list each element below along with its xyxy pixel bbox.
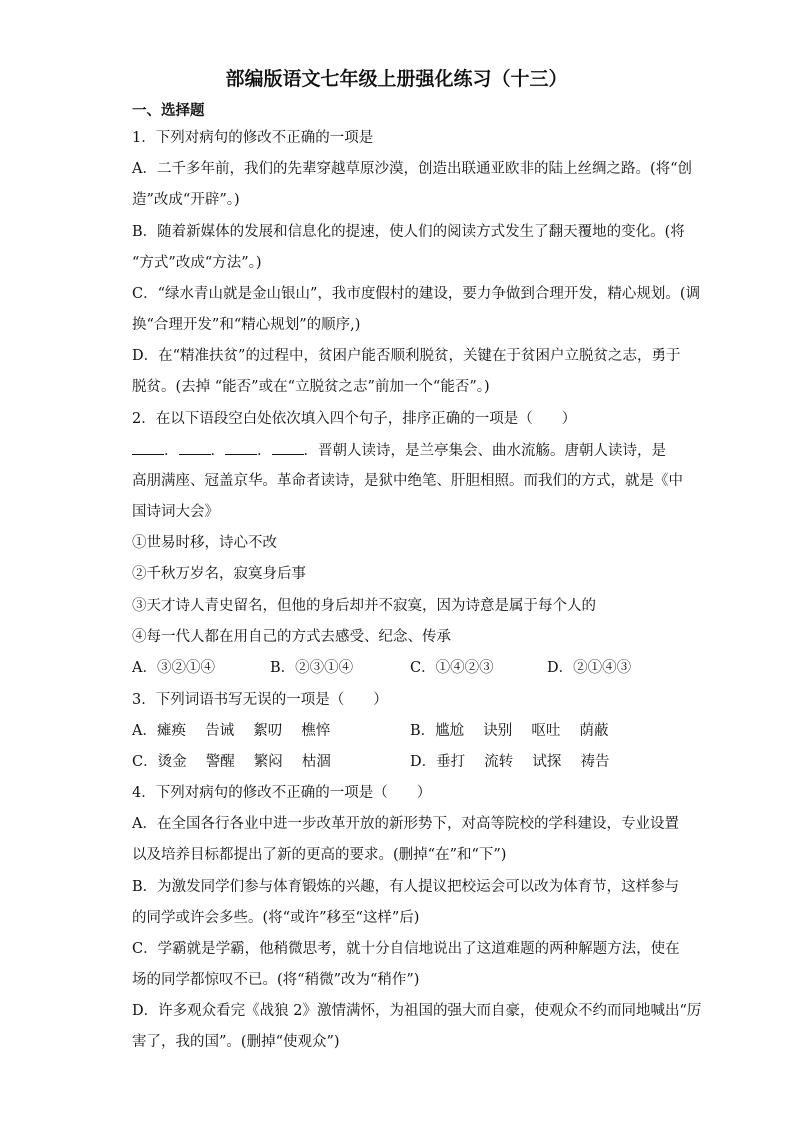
q1-option-c-line2: 换“合理开发”和“精心规划”的顺序,)	[132, 317, 361, 333]
q4-option-a-line1: A．在全国各行各业中进一步改革开放的新形势下，对高等院校的学科建设，专业设置	[132, 816, 679, 832]
q2-option-d[interactable]: D．②①④③	[547, 660, 632, 676]
q2-passage-line3: 国诗词大会》	[132, 504, 219, 520]
fill-blank-2[interactable]	[179, 440, 211, 455]
q2-passage-line1: ． ． ． ．晋朝人读诗，是兰亭集会、曲水流觞。唐朝人读诗，是	[132, 440, 666, 461]
q1-option-b-line1: B．随着新媒体的发展和信息化的提速，使人们的阅读方式发生了翻天覆地的变化。(将	[132, 224, 685, 240]
fill-blank-4[interactable]	[272, 440, 304, 455]
q2-sentence-4: ④每一代人都在用自己的方式去感受、纪念、传承	[132, 629, 451, 645]
q3-stem: 3．下列词语书写无误的一项是（ ）	[132, 692, 388, 708]
q4-option-a-line2: 以及培养目标都提出了新的更高的要求。(删掉“在”和“下”)	[132, 847, 507, 863]
q4-option-b-line1: B．为激发同学们参与体育锻炼的兴趣，有人提议把校运会可以改为体育节，这样参与	[132, 879, 680, 895]
page-title: 部编版语文七年级上册强化练习（十三）	[225, 68, 568, 90]
q2-option-a[interactable]: A．③②①④	[132, 660, 215, 676]
q1-option-d-line1: D．在“精准扶贫”的过程中，贫困户能否顺利脱贫，关键在于贫困户立脱贫之志，勇于	[132, 348, 681, 364]
q2-stem: 2．在以下语段空白处依次填入四个句子，排序正确的一项是（ ）	[132, 411, 577, 427]
q3-option-a[interactable]: A．瘫痪 告诫 絮叨 樵悴	[132, 723, 331, 739]
q2-option-b[interactable]: B．②③①④	[270, 660, 354, 676]
q4-option-d-line1: D．许多观众看完《战狼 2》激情满怀，为祖国的强大而自豪，使观众不约而同地喊出“厉	[132, 1003, 702, 1019]
q1-option-d-line2: 脱贫。(去掉 “能否”或在“立脱贫之志”前加一个“能否”。)	[132, 379, 490, 395]
q3-option-c[interactable]: C．烫金 警醒 繁闷 枯涸	[132, 754, 331, 770]
q4-option-b-line2: 的同学或许会多些。(将“或许”移至“这样”后)	[132, 910, 420, 926]
q2-option-c[interactable]: C．①④②③	[410, 660, 494, 676]
q2-passage-line2: 高朋满座、冠盖京华。革命者读诗，是狱中绝笔、肝胆相照。而我们的方式，就是《中	[132, 473, 683, 489]
q4-stem: 4．下列对病句的修改不正确的一项是（ ）	[132, 785, 432, 801]
section-heading: 一、选择题	[132, 103, 205, 119]
q1-option-c-line1: C．“绿水青山就是金山银山”，我市度假村的建设，要力争做到合理开发，精心规划。(调	[132, 286, 701, 302]
q1-option-a-line1: A．二千多年前，我们的先辈穿越草原沙漠，创造出联通亚欧非的陆上丝绸之路。(将“创	[132, 161, 693, 177]
q2-sentence-3: ③天才诗人青史留名，但他的身后却并不寂寞，因为诗意是属于每个人的	[132, 598, 596, 614]
q1-option-a-line2: 造”改成“开辟”。)	[132, 192, 240, 208]
q4-option-c-line1: C．学霸就是学霸，他稍微思考，就十分自信地说出了这道难题的两种解题方法，使在	[132, 941, 680, 957]
q2-sentence-2: ②千秋万岁名，寂寞身后事	[132, 566, 306, 582]
q4-option-c-line2: 场的同学都惊叹不已。(将“稍微”改为“稍作”)	[132, 972, 420, 988]
fill-blank-1[interactable]	[132, 440, 164, 455]
q4-option-d-line2: 害了，我的国”。(删掉“使观众”)	[132, 1034, 340, 1050]
q2-sentence-1: ①世易时移，诗心不改	[132, 535, 277, 551]
q3-option-d[interactable]: D．垂打 流转 试探 祷告	[410, 754, 610, 770]
q1-stem: 1．下列对病句的修改不正确的一项是	[132, 130, 374, 146]
q3-option-b[interactable]: B．尴尬 诀别 呕吐 荫蔽	[410, 723, 609, 739]
fill-blank-3[interactable]	[225, 440, 257, 455]
q1-option-b-line2: “方式”改成“方法”。)	[132, 255, 262, 271]
